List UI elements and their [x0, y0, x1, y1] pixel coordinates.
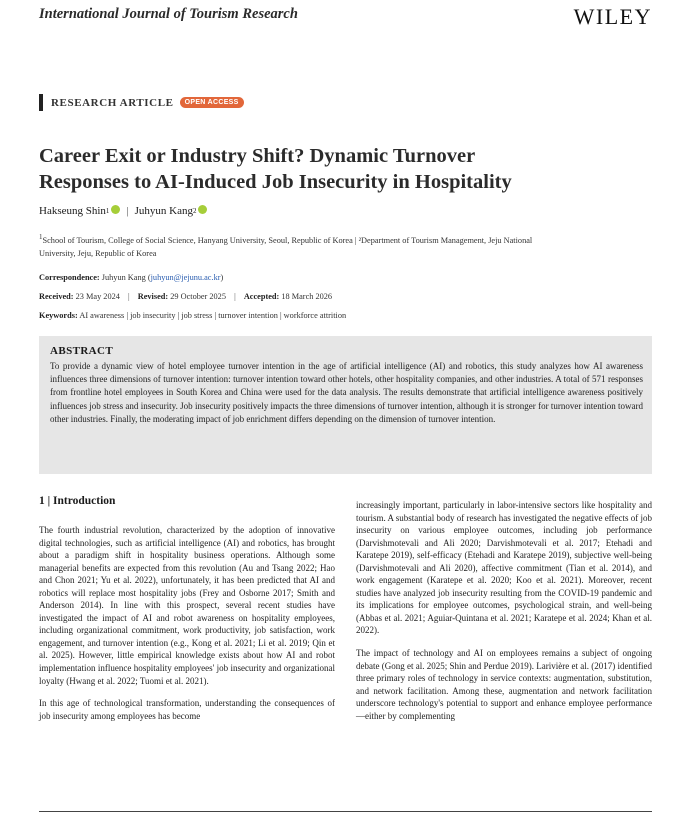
orcid-icon[interactable]	[198, 205, 207, 214]
dates: Received: 23 May 2024 | Revised: 29 October 2025 | Accepted: 18 March 2026	[39, 292, 333, 301]
received-label: Received:	[39, 292, 74, 301]
author-name[interactable]: Juhyun Kang	[134, 205, 193, 217]
open-access-badge: OPEN ACCESS	[180, 97, 244, 108]
correspondence-email-link[interactable]: juhyun@jejunu.ac.kr	[150, 273, 221, 282]
affiliation-line: University, Jeju, Republic of Korea	[39, 248, 157, 258]
abstract-text: To provide a dynamic view of hotel employee turnover intention in the age of artificial intelligence (AI) and robotics, this study analyzes how AI awareness influences three dimensions of turnover intention: turnover intention toward other hotels, other hospitality companies, and other industries. A total of 571 responses from frontline hotel employees in South Korea and China were used for the data analysis. The results demonstrate that artificial intelligence awareness positively influences job stress and insecurity. Job insecurity positively impacts the three dimensions of turnover intention, although it is stronger for turnover intention toward other industries. Finally, the moderating impact of job enrichment differs depending on the dimension of turnover intention.	[50, 361, 643, 424]
abstract-heading: ABSTRACT	[50, 345, 114, 357]
revised-label: Revised:	[137, 292, 169, 301]
paragraph: The fourth industrial revolution, characterized by the adoption of innovative digital technologies, such as artificial intelligence (AI) and robotics, has brought about a paradigm shift in hospitality business operations. Although some managerial benefits are expected from this revolution (Au and Tsang 2022; Hao and Chon 2021; Yu et al. 2022), unfortunately, it has been predicted that AI and robotics will replace most hospitality jobs (Frey and Osborne 2017; Smith and Anderson 2014). In line with this prospect, several recent studies have investigated the impact of AI and robot awareness on hospitality employees, including organizational commitment, work productivity, job satisfaction, work engagement, and turnover intention (e.g., Kong et al. 2021; Li et al. 2019; Qin et al. 2025). However, little empirical knowledge exists about how AI and robot implementation influence hospitality employees' job insecurity and organizational loyalty (Hwang et al. 2022; Tuomi et al. 2021).	[39, 525, 335, 686]
affiliations	[39, 231, 649, 260]
publisher-logo: WILEY	[573, 4, 652, 29]
received-date: 23 May 2024	[75, 292, 120, 301]
section-heading-introduction: 1 | Introduction	[39, 495, 116, 507]
author-affil-sup: 1	[105, 207, 110, 215]
abstract-box	[39, 336, 652, 474]
correspondence	[39, 273, 223, 282]
keywords-label: Keywords:	[39, 311, 78, 320]
correspondence-name: Juhyun Kang (	[101, 273, 151, 282]
orcid-icon[interactable]	[111, 205, 120, 214]
article-type-label: RESEARCH ARTICLE	[51, 96, 174, 109]
paragraph: In this age of technological transformation, understanding the consequences of job insecurity among employees has become	[39, 698, 335, 721]
title-line-2: Responses to AI-Induced Job Insecurity in Hospitality	[39, 171, 512, 193]
author-name[interactable]: Hakseung Shin	[39, 205, 106, 217]
title-line-1: Career Exit or Industry Shift? Dynamic Turnover	[39, 145, 476, 167]
article-title	[39, 143, 639, 195]
keywords-list: AI awareness | job insecurity | job stress | turnover intention | workforce attrition	[79, 311, 347, 320]
left-column	[39, 524, 335, 732]
right-column	[356, 499, 652, 732]
article-type	[39, 94, 244, 111]
journal-name: International Journal of Tourism Research	[39, 6, 298, 22]
author-list	[39, 205, 207, 217]
article-type-bar	[39, 94, 43, 111]
accepted-label: Accepted:	[243, 292, 280, 301]
author-affil-sup: 2	[192, 207, 197, 215]
correspondence-label: Correspondence:	[39, 273, 100, 282]
affiliation-line: School of Tourism, College of Social Science, Hanyang University, Seoul, Republic of Korea | ²Department of Tourism Management, Jeju National	[42, 235, 533, 245]
accepted-date: 18 March 2026	[281, 292, 333, 301]
author-separator: |	[126, 205, 129, 217]
footer-rule	[39, 811, 652, 812]
paragraph: increasingly important, particularly in labor-intensive sectors like hospitality and tourism. A substantial body of research has investigated the negative effects of job insecurity on various employee outcomes, including job performance (Darvishmotevali and Ali 2020; Darvishmotevali et al. 2017; Etehadi and Karatepe 2019), self-efficacy (Etehadi and Karatepe 2019), subjective well-being (Darvishmotevali and Ali 2020), affective commitment (Tian et al. 2014), and work engagement (Karatepe et al. 2020; Koo et al. 2021). Moreover, recent studies have analyzed job insecurity resulting from the COVID-19 pandemic and its implications for employee outcomes, psychological strain, and well-being (Abbas et al. 2021; Aguiar-Quintana et al. 2021; Karatepe et al. 2024; Khan et al. 2022).	[356, 500, 653, 636]
paragraph: The impact of technology and AI on employees remains a subject of ongoing debate (Gong et al. 2025; Shin and Perdue 2019). Larivière et al. (2017) identified three primary roles of technology in service contexts: augmentation, substitution, and network facilitation. Among these, augmentation and network facilitation underscore technology's potential to support and enhance employee performance—either by complementing	[356, 648, 652, 721]
affil-sup: 1	[39, 233, 43, 241]
keywords	[39, 311, 346, 320]
correspondence-close: )	[220, 273, 224, 282]
revised-date: 29 October 2025	[170, 292, 226, 301]
